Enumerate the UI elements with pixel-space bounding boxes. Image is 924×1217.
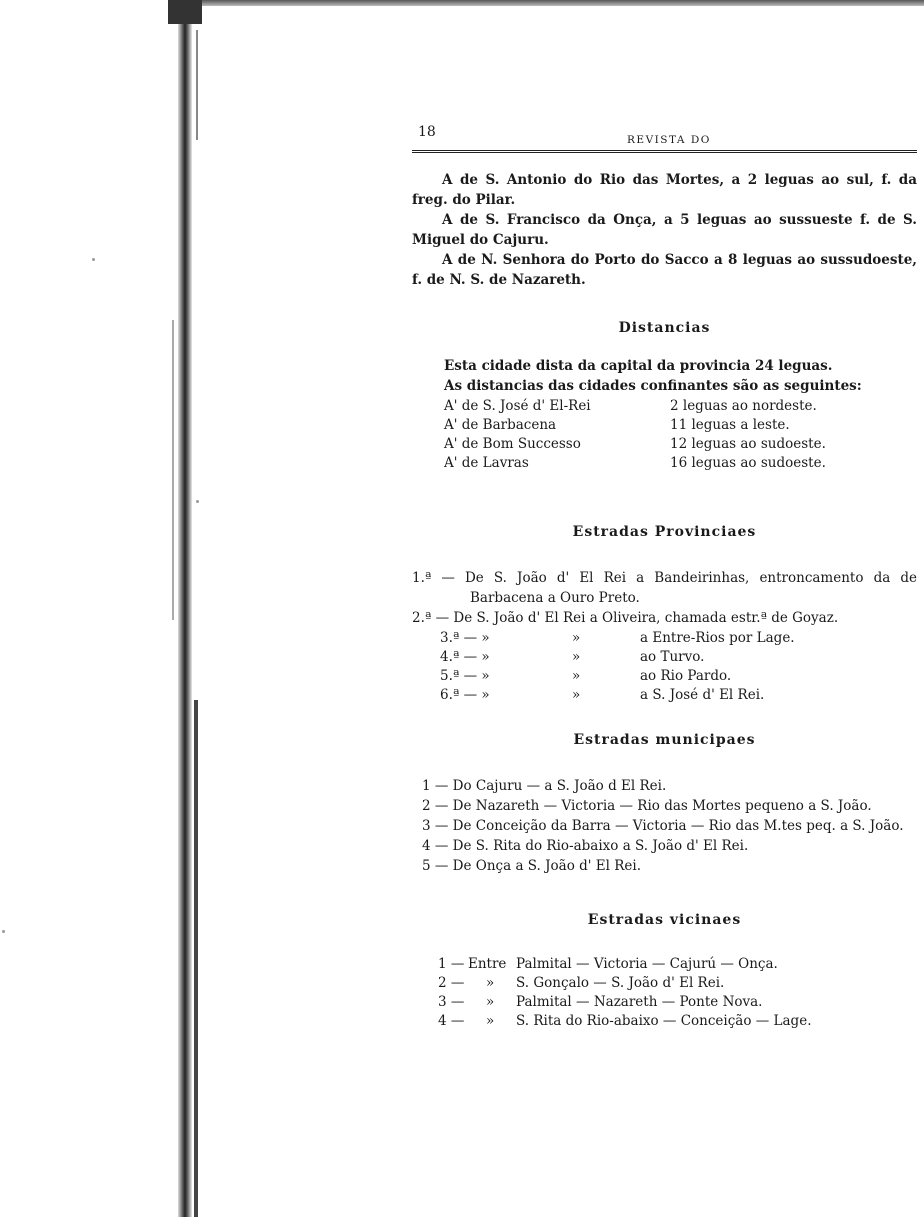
distance-city: A' de Barbacena: [444, 417, 557, 433]
provincial-road-row: [412, 666, 917, 685]
spine-fold: [168, 0, 202, 24]
paper-speck: [92, 258, 95, 261]
intro-paragraph: A de S. Antonio do Rio das Mortes, a 2 leguas ao sul, f. da freg. do Pilar.: [412, 172, 917, 208]
road-number: 1 —: [438, 956, 465, 972]
distance-value: 16 leguas ao sudoeste.: [670, 455, 826, 471]
road-destination: a S. José d' El Rei.: [640, 687, 765, 703]
spine-line: [194, 700, 198, 1217]
section-heading-vicinaes: Estradas vicinaes: [587, 912, 742, 928]
ditto-mark: »: [486, 975, 495, 991]
ditto-mark: »: [572, 668, 581, 684]
distance-city: A' de Bom Successo: [444, 436, 581, 452]
distancias-line: Esta cidade dista da capital da provincia 24 leguas.: [444, 358, 833, 374]
section-heading-distancias: Distancias: [618, 320, 711, 336]
distancias-line: As distancias das cidades confinantes são as seguintes:: [444, 378, 862, 394]
road-route: S. Rita do Rio-abaixo — Conceição — Lage.: [516, 1013, 812, 1029]
distance-city: A' de S. José d' El-Rei: [444, 398, 591, 414]
municipal-road-item: 1 — Do Cajuru — a S. João d El Rei.: [422, 778, 667, 794]
municipal-road-item: 4 — De S. Rita do Rio-abaixo a S. João d' El Rei.: [422, 838, 749, 854]
road-number: 3.ª — »: [440, 630, 490, 646]
paper-speck: [196, 500, 199, 503]
book-spine-gutter: [168, 0, 208, 1217]
spine-line: [196, 30, 198, 140]
road-destination: ao Rio Pardo.: [640, 668, 732, 684]
distance-value: 12 leguas ao sudoeste.: [670, 436, 826, 452]
provincial-road-row: [412, 647, 917, 666]
distance-row: [444, 434, 917, 453]
municipal-road-item: 2 — De Nazareth — Victoria — Rio das Mortes pequeno a S. João.: [422, 798, 872, 814]
ditto-mark: »: [486, 994, 495, 1010]
road-route: Palmital — Victoria — Cajurú — Onça.: [516, 956, 778, 972]
distance-city: A' de Lavras: [444, 455, 529, 471]
document-page: [412, 110, 917, 1030]
section-heading-municipaes: Estradas municipaes: [573, 732, 756, 748]
road-route: S. Gonçalo — S. João d' El Rei.: [516, 975, 725, 991]
intro-paragraph: A de N. Senhora do Porto do Sacco a 8 leguas ao sussudoeste, f. de N. S. de Nazareth.: [412, 252, 917, 288]
road-number: 3 —: [438, 994, 465, 1010]
road-route: Palmital — Nazareth — Ponte Nova.: [516, 994, 763, 1010]
page-top-edge-shadow: [200, 0, 924, 6]
paper-speck: [2, 930, 5, 933]
road-number: 5.ª — »: [440, 668, 490, 684]
ditto-mark: »: [572, 687, 581, 703]
running-title: REVISTA DO: [627, 134, 711, 146]
header-rule: [412, 150, 917, 153]
distance-row: [444, 415, 917, 434]
ditto-mark: Entre: [468, 956, 507, 972]
page-number: 18: [418, 124, 436, 140]
spine-line: [172, 320, 174, 620]
distance-row: [444, 453, 917, 472]
municipal-roads-list: [412, 776, 917, 876]
provincial-road-row: [412, 685, 917, 704]
distance-value: 2 leguas ao nordeste.: [670, 398, 817, 414]
spine-edge: [178, 0, 192, 1217]
road-number: 6.ª — »: [440, 687, 490, 703]
distance-value: 11 leguas a leste.: [670, 417, 790, 433]
road-number: 4.ª — »: [440, 649, 490, 665]
municipal-road-item: 3 — De Conceição da Barra — Victoria — Rio das M.tes peq. a S. João.: [422, 818, 904, 834]
road-destination: ao Turvo.: [640, 649, 705, 665]
road-destination: a Entre-Rios por Lage.: [640, 630, 795, 646]
distance-row: [444, 396, 917, 415]
distancias-block: [412, 356, 917, 472]
road-number: 2 —: [438, 975, 465, 991]
provincial-road-row: [412, 628, 917, 647]
vicinal-road-row: [412, 992, 917, 1011]
intro-paragraph: A de S. Francisco da Onça, a 5 leguas ao sussueste f. de S. Miguel do Cajuru.: [412, 212, 917, 248]
ditto-mark: »: [486, 1013, 495, 1029]
vicinal-road-row: [412, 1011, 917, 1030]
section-heading-provinciaes: Estradas Provinciaes: [572, 524, 757, 540]
vicinal-road-row: [412, 973, 917, 992]
road-number: 4 —: [438, 1013, 465, 1029]
provincial-road-item: 2.ª — De S. João d' El Rei a Oliveira, chamada estr.ª de Goyaz.: [412, 610, 839, 626]
vicinal-road-row: [412, 954, 917, 973]
provincial-road-item: 1.ª — De S. João d' El Rei a Bandeirinhas, entroncamento da de Barbacena a Ouro Preto.: [412, 570, 917, 606]
ditto-mark: »: [572, 630, 581, 646]
ditto-mark: »: [572, 649, 581, 665]
page-header: [412, 110, 917, 146]
municipal-road-item: 5 — De Onça a S. João d' El Rei.: [422, 858, 642, 874]
